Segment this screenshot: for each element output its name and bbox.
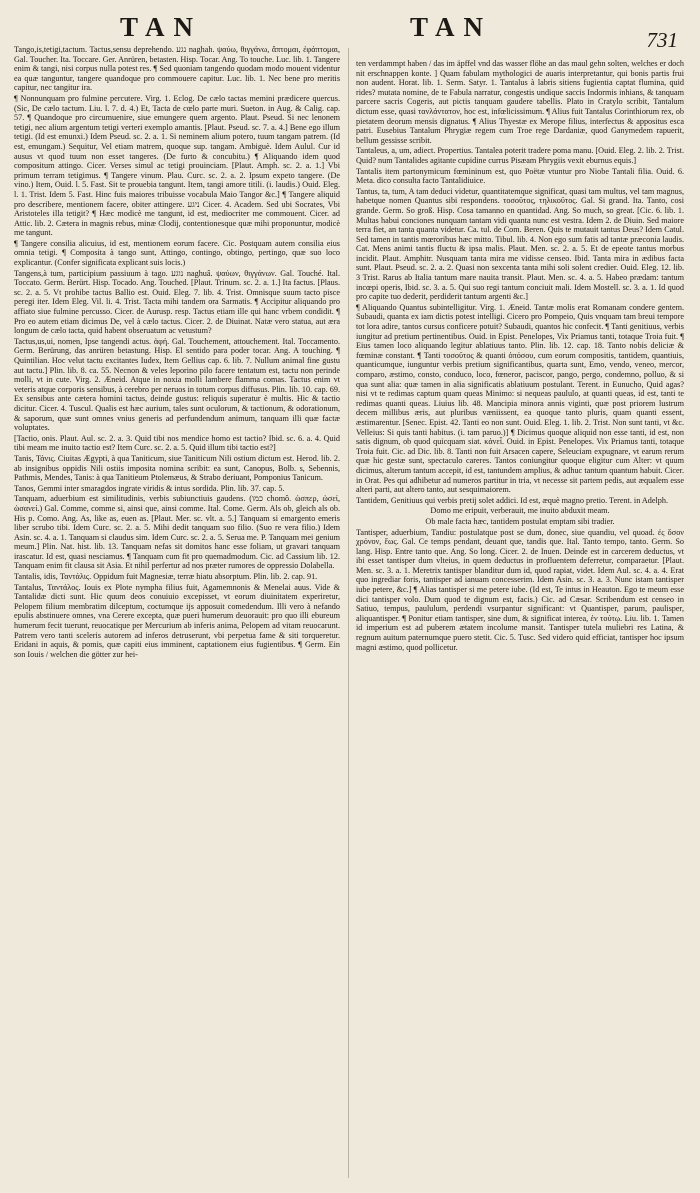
- entry-tactus: Tactus,us,ui, nomen, Ipse tangendi actus. ἁφή. Gal. Touchement, attouchement. Ital. Toccamento. Germ. Berürung, das anrüren betastung. Hisp. El sentido para poder tocar. Ang. A touching. ¶ Quintilian. Hoc velut tactu excitantes Iudex, Item Gellius cap. 6. lib. 7. Nullum animal fine gustu aut tactu.] Plin. lib. 8. ca. 55. Necnon & veles leporino pilo facere tentatum est, tactu non perinde molli, vt in cute. Virg. 2. Æneid. Atque in noxia molli lambere flamma comas. Tactus enim vt veteris atque corporis sensibus, à cerebro per neruos in totum corpus diffusus. Plin. lib. 10. cap. 69. Ex sensibus ante cætera homini tactus, deinde gustus: reliquis superatur è multis. Hic & tactio dicitur. Cicer. 4. Tuscul. Qualis est hæc aurium, tales sunt oculorum, & tactionum, & odorationum, & saporum, quæ sunt omnes vnius generis ad perfundendum animum, tanquam illi quæ factæ voluptates.: [14, 336, 340, 433]
- page-number: 731: [646, 28, 678, 52]
- entry-tantalis-oppidum: Tantalis, idis, Ταντάλις. Oppidum fuit Magnesiæ, terræ hiatu absorptum. Plin. lib. 2. cap. 91.: [14, 572, 318, 582]
- entry-tanquam: Tanquam, aduerbium est similitudinis, verbis subiunctiuis gaudens. (כמו chomô. ὡσπερ, ὡσεί, ὡσανεί.) Gal. Comme, comme si, ainsi que, ainsi comme. Ital. Come. Germ. Als ob, gleich als ob. His p. Como. Ang. As, like as, euen as. [Plaut. Mer. sc. vlt. a. 5.] Tanquam si emargento emeris liber scrubo tibi. Idem Curc. sc. 2. a. 5. Mihi dedit tanquam suo filio. (Suo re vera filio.) Idem Asin. sc. 4. a. 1. Tanquam si claudus sim. Idem Curc. sc. 2. a. 5. Serua me. P. Tanquam mei genium meum.] Plin. Nat. hist. lib. 13. Tanquam nefas sit domitos hanc esse foliam, ut gravari tanquam irascatur. Id est, quasi nesciamus. ¶ Tanquam cum fit pro quemadmodum. Cic. ad Cassium lib. 12. Tanquam enim fit clausa sit Asia. Et nihil perfertur ad nos præter rumores de oppressio Dolabella.: [14, 494, 341, 571]
- entry-tantalis: Tantalis item partonymicum fœmininum est, quo Poëtæ vtuntur pro Niobe Tantali filia. Ouid. 6. Meta. dico consulta facto Tantalidiuice.: [356, 166, 684, 186]
- entry-tango-consilia: ¶ Tangere consilia alicuius, id est, mentionem eorum facere. Cic. Postquam autem consilia eius omnia tetigi. ¶ Composita à tango sunt, Attingo, contingo, obtingo, pertingo, quæ suo loco explicantur. (Confer significata explicant suis locis.): [14, 238, 340, 268]
- column-divider: [348, 48, 349, 1178]
- entry-tactio: [Tactio, onis. Plaut. Aul. sc. 2. a. 3. Quid tibi nos mendice homo est tactio? Ibid. sc. 6. a. 4. Quid tibi meam me inuito tactio est? Item Curc. sc. 2. a. 5. Quid illum tibi tactio est?]: [14, 433, 340, 453]
- entry-tanos: Tanos, Gemmi inter smaragdos ingrate viridis & intus sordida. Plin. lib. 37. cap. 5.: [14, 483, 285, 493]
- entry-tantidem: Tantidem, Genitiuus qui verbis pretij solet addici. Id est, æquè magno pretio. Terent. in Adelph.: [356, 495, 669, 505]
- entry-tango-fulmine: ¶ Nonnunquam pro fulmine percutere. Virg. 1. Eclog. De cælo tactas memini prædicere quercus. (Sic, De cælo tactum. Liu. l. 7. d. 4.) Et, Tacta de cœlo parte muri. Sueton. in Aug. & Calig. cap. 57. ¶ Quandoque pro circumuenire, siue emungere quem argento. Plaut. Pseud. Si nec lenonem tetigi, nec alium argentum tetigi verteri exemplo amantis. [Plaut. Pseud. sc. 7. a. 4.] Bene ego illum tetigi. (Id est emunxi.) Idem Pseud. sc. 2. a. 1. Si neminem alium potero, tuum tangam patrem. (Id est, emungam.) Sequitur, Vel etiam matrem, quoque sup. tangam. Ambiguè. Idem Aulul. Cur id ausus vt quod tuum non esset tangeres. (De furto & concubitu.) ¶ Aliquando idem quod compositum attingo. Cicer. Verses simul ac tetigi prouinciam. [Plaut. Amph. sc. 2. a. 1.] Vbi primum terram tetigimus. ¶ Tangere vinum. Plau. Curc. sc. 2. a. 2. Ipsum expeto tangere. (De vino.) Item, Ouid. l. 5. Fast. Sit te prouebia tangunt. Item, tangi amore titili. (i. laudis.) Ouid. Eleg. l. 1. Trist. Idem 5. Fast. Hinc fuis maiores tribuisse vocabula Maio Tangor &c.] ¶ Tangere aliquid pro describere, mentionem facere, obiter attingere. ניגע Cicer. 4. Academ. Sed ubi Socrates, Vbi Aristoteles illa tetigit? ¶ Hæc modicè me tangunt, id est, mediocriter me commouent. Cicer. ad Attic. lib. 2. Cætera in magnis rebus, minæ Clodij, contentionesque quæ mihi proponuntur, modicè me tangunt.: [14, 93, 340, 238]
- entry-tantaleus: Tantaleus, a, um, adiect. Propertius. Tantalea poterit tradere poma manu. [Ouid. Eleg. 2. lib. 2. Trist. Quid? num Tantalides agitante cupidine currus Pisæam Phrygiis vexit eburnus equis.]: [356, 146, 684, 165]
- right-column: [356, 58, 684, 652]
- entry-tangens: Tangens,à tum, participium passiuum à tago. נוגע naghuâ. ψαύων, θιγγάνων. Gal. Touché. Ital. Toccato. Germ. Berürt. Hisp. Tocado. Ang. Touched. [Plaut. Trinum. sc. 2. a. 1.] Ita factus. [Plaus. sc. 2. a. 5. Vt prohibe tactus Ballio est. Ouid. Eleg. 7. lib. 4. Trist. Omnisque suum tacto pisce peregi iter. Idem Eleg. Vil. li. 4. Trist. Tacta mihi tandem ora Sarmatis. ¶ Accipitur aliquando pro affiato siue fulmine percusso. Cicer. de Aurusp. resp. Tactus etiam ille qui hanc vrbem condidit. ¶ Pro eo autem etiam dicimus De, vel à cælo tactus. Cicer. 2. de Diuinat. Natæ vero statua, aut æra longum de cælo tacta, quid habent obseruatum ac vetustum?: [14, 268, 340, 336]
- entry-tantus-quantus: ¶ Aliquando Quantus subintelligitur. Virg. 1. Æneid. Tantæ molis erat Romanam condere gentem. Subaudi, quanta ex iam dictis potest intelligi. Cicero pro Pompeio, Quis vnquam tam breui tempore tot lora adire, tantos cursus conficere potuit? Subaudi, quantos hic confecit. ¶ Tanti genitiuus, verbis iungitur ad pretium pertinentibus. Ouid. in Epist. Penelopes, Vix Priamus tanti, totaque Troia fuit. ¶ Eius tamen loco aliquando legitur ablatiuus tanto. Plin. lib. 12. cap. 18. Tanto nobis deliciæ & fœminæ constant. ¶ Tanti τοσοῦτος & quanti ὁπόσου, cum eorum compositis, tantidem, quantiuis, quanticumque, iunguntur verbis pretium significantibus, quarta sunt, Emo, vendo, veneo, mercor, comparo, æstimo, consto, conduco, loco, fœneror, paciscor, pango, pergo, condemno, polluo, & si qua sunt alia: quæ tamen in alia significatis ablatiuum postulant. Terent. in Eunucho, Quid agas? nisi vt te redimas captum quam queas Minimo: si nequeas paululo, at quanti queas, id est, tanti te redimas quanti queas. Liuius lib. 48. Mancipia minora annis viginti, quæ post priorem lustrum decem millibus æris, aut pluribus væniissent, ea quoque tanto pluris, quam quanti essent, æstimarentur. [Senec. Epist. 42. Tanti eo non sunt. Ouid. Eleg. 1. lib. 2. Trist. Non sunt tanti, vt &c. Velleius: Si quis tanti habitus. (i. tam paruo.)] ¶ Dicimus quoque aliquid non esse tanti, id est, non satis dignum, ob quod quicquam siat. κἀνεἶ. Ouid. in Epist. Penelopes. Vix Priamus tanti, totaque Troia fuit. Cic. ad Dic. lib. 8. Tanti non fuit Arsacen capere, Seleuciam expugnare, vt earum rerum quæ hic gestæ sunt, spectaculo careres. Tantos coniungitur quoque eligitur cum Alter: vt quum dicimus, alterum tantum accepit, id est, tantundem amplius, & adhuc tantum quantum habuit. Cicer. in Orat. Pes qui adhibetur ad numeros partitur in tria, vt necesse sit partem pedis, aut æqualem esse alteri parti, aut altero tanto, aut sesquimaiorem.: [356, 302, 684, 495]
- entry-tantus: Tantus, ta, tum, A tam deduci videtur, quantitatemque significat, quasi tam multus, vel tam magnus, habetque nomen Quantus sibi respondens. τοσοῦτος, τηλικοῦτος. Gal. Si grand. Ita. Tanto, cosi grande. Germ. So groß. Hisp. Cosa tamanno en quantidad. Ang. So much, so great. [Cic. 6. lib. 1. Multas habui conciones nunquam tantam vidi quanta nunc est vestra. Idem 2. de Diuin. Sed maiore terra fiet, an tanta quanta videtur. Ca. tul. de Com. Beren. Quis te mutauit tantus Deus? Idem Catul. Sed tamen in tantis mœroribus hæc mitto. Tibul. lib. 4. Non ego sum fatis ad tantæ præconia laudis. Cat. Mens animi tantis fluctu & ipsa malis. Plaut. Men. sc. 2. a. 5. Et de epeote tantus morbus incidit. Plaut. Amphitr. Nusquam tanta mira me vidisse censeo. Ibid. Tanta mira in ædibus facta sunt. Plaut. Pseud. sc. 2. a. 2. Quasi non sexcenta tanta mihi soli solent credier. Ouid. Eleg. 12. lib. 3 Trist. Rarus ab Italia tantum mare nauita transit. Plaut. Men. sc. 4. a. 5. Habeo prædam: tantum incœpi operis, Ibid. sc. 3. a. 5. Qui suo regi tantum conciuit mali. Idem Mostell. sc. 3. a. 1. Id quod pro capite tuo dederit, perdiderit tantum argenti &c.]: [356, 186, 684, 302]
- entry-tantisper: Tantisper, aduerbium, Tandiu: postulatque post se dum, donec, siue quandiu, vel quoad. ἐς ὅσον χρόνον, ἕως. Gal. Ce temps pendant, deuant que, tandis que. Ital. Tanto tempo, tanto. Germ. So lang. Hisp. Entre tanto que. Ang. So long. Cicer. 2. de Inuen. Deinde est in carcerem deductus, vt ibi esset tantisper dum vlteius, in quem deductus in profluentem deferretur, comparaetur. [Plaut. Men. sc. 3. a. 1. Meretrix tantisper blanditur dum id, quod rapiat, videt. Idem Aul. sc. 4. a. 4. Erat quo ingrediar foris, tantisper ad ianuam concesserim. Idem Asin. sc. 3. a. 3. Nunc istam tantisper iube petere, &c.] ¶ Alias tantisper si me petere iube. (Id est, Te intus in Heauton. Ego te meum esse dici tantisper volo. Dum quod te dignum est, facis.) Cic. ad Cæsar. Scribendum est censeo in Satiuo, tempus, paululum, perdendi vsurpantur significant: vt Quantisper, parum, paulisper, aliquantisper. ¶ Ponitur etiam tantisper, sine dum, & significat interea, ἐν τούτῳ. Liu. lib. 1. Tamen id imperium est ad puberem ætatem incolume mansit. Tantisper tutela muliebri res Latina, & regnum auitum paternumque puero stetit. Cic. 5. Tusc. Sed videro quid efficiat, tantisper hoc ipsum magni æstimo, quod pollicetur.: [356, 527, 684, 652]
- entry-tantalus: Tantalus, Ταντάλος. Iouis ex Plote nympha filius fuit, Agamemnonis & Menelai auus. Vide & Tantalidæ dicti sunt. Hic quum deos conuiuio excepisset, vt eorum diuinitatem experiretur, Pelopem filium membratim dilceptum, coctumque ijs apposuit comedendum. Illi vero à nefando epulis abstinuere omnes, vna Cerere excepta, quæ pueri humerum deuorauit: pro quo illi ebureum humerum fecit tuerunt, reuocatique per Mercurium ab inferis anima, Pelopem ad vitam reuocarunt. Patrem vero tanti sceleris autorem ad inferos detruserunt, vbi perpetua fame & siti torqueretur. Eridani in aquis, & pomis, quæ capiti eius imminent, captationem eius fugientibus. ¶ Germ. Ein son Iouis / welchen die götter zur hei-: [14, 582, 340, 659]
- running-head-left: TAN: [120, 12, 203, 42]
- entry-tanis: Tanis, Τάνις. Ciuitas Ægypti, à qua Taniticum, siue Taniticum Nili ostium dictum est. Herod. lib. 2. ab insignibus oppidis Nili ostiis imposita nomina scribit: ea sunt, Canopus, Bolb. s, Sebennis, Pathmis, Mendes, Tanis: à qua Tanitieum Ptolemæus, & Strabo deriuant, Pomponius Tanicum.: [14, 453, 340, 483]
- verse-line-1: Domo me eripuit, verberauit, me inuito abduxit meam.: [430, 506, 610, 516]
- entry-tantalus-continued: ten verdammpt haben / das im äpffel vnd das wasser flöhe an das maul gehn solten, welches er doch nit erschnappen konte. ] Quam fabulam mythologici de auaris interpretantur, qui bonis partis frui non audent. Horat. lib. 1. Serm. Satyr. 1. Tantalus à labris sitiens fugientia captat flumina, quid rides? mutata nomine, de te Fabula narratur, congestis undique saccis Indormis inhians, & tanquam parcere sacris Cogeris, aut pictis tanquam gaudere tabellis. Plato in Cratylo scribit, Tantalum dictum esse, quasi τανλάντατον, hoc est, infœlicissimum. ¶ Alius fuit Tantalus Corinthiorum rex, ob pietatem deorum mensis dignatus. ¶ Alius Thyestæ ex Merope filius, interfectus & appositus esca patri. Eusebius Tantalum Phrygiæ regem cum Troe rege Dardaniæ, quod Ganymedem rapuerit, bellum gessisse scribit.: [356, 59, 684, 145]
- entry-tango: Tango,is,tetigi,tactum. Tactus,sensu deprehendo. נגע naghah. ψαύω, θιγγάνω, ἅπτομαι, ἐφάπτομαι, Gal. Toucher. Ita. Toccare. Ger. Anrüren, betasten. Hisp. Tocar. Ang. To touche. Luc. lib. 1. Tangere enim & tangi, nisi corpus nulla potest res. ¶ Sed quoniam tangendo quodam modo mouent videntur ea quæ tanguntur, tangere quandoque pro commouere capitur. Luc. lib. 1. Nec bene pro meritis capitur, nec tangitur ira.: [14, 45, 340, 93]
- verse-line-2: Ob male facta hæc, tantidem postulat emptam sibi tradier.: [425, 516, 615, 526]
- left-column: [14, 44, 340, 659]
- running-head-right: TAN: [410, 12, 493, 42]
